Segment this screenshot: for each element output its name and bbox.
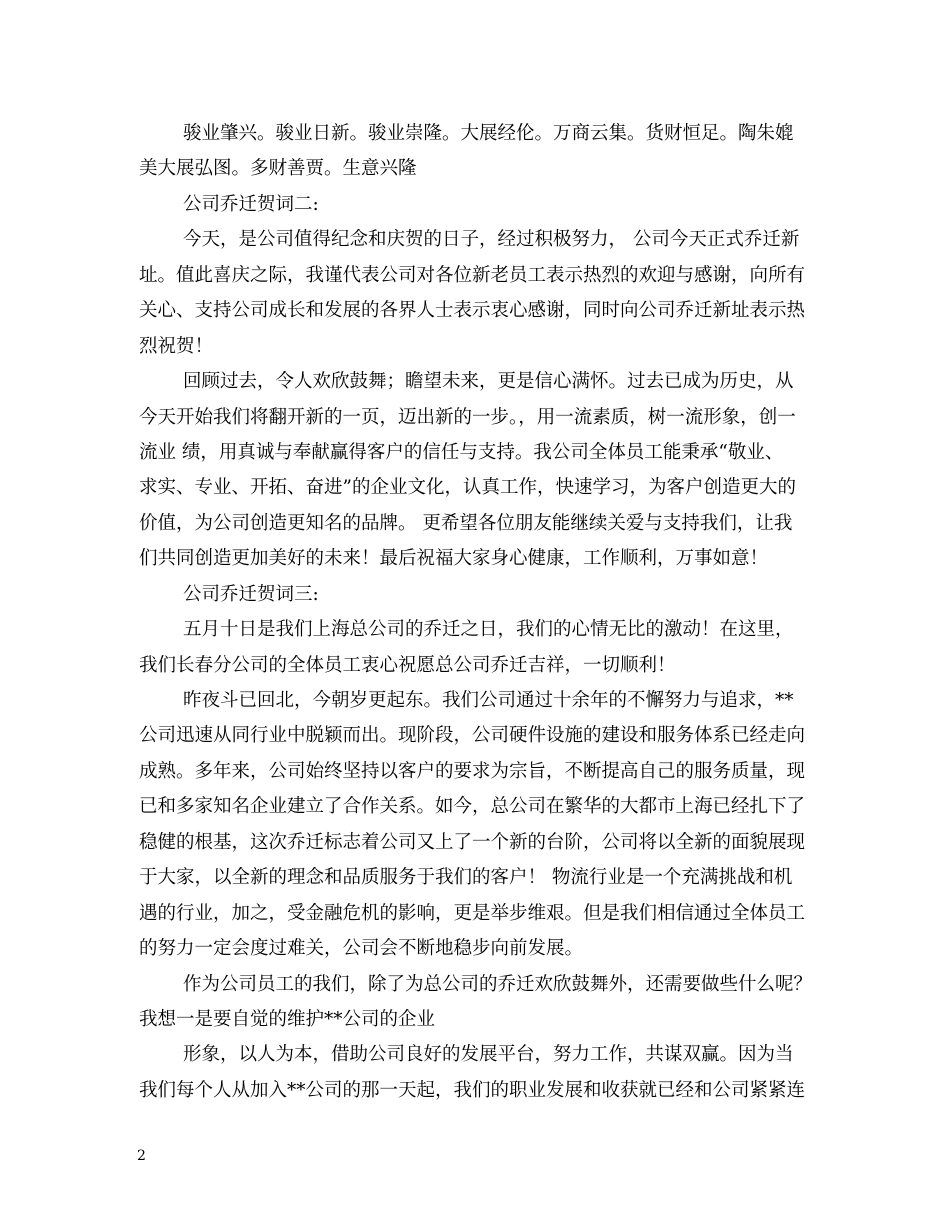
text-line: 的努力一定会度过难关，公司会不断地稳步向前发展。 xyxy=(139,938,584,960)
text-line: 公司迅速从同行业中脱颖而出。现阶段，公司硬件设施的建设和服务体系已经走向 xyxy=(139,725,806,747)
text-line: 公司乔迁贺词三: xyxy=(183,583,319,605)
text-line: 关心、支持公司成长和发展的各界人士表示衷心感谢，同时向公司乔迁新址表示热 xyxy=(139,300,806,322)
text-line: 我们长春分公司的全体员工衷心祝愿总公司乔迁吉祥，一切顺利！ xyxy=(139,654,676,676)
text-line: 今天，是公司值得纪念和庆贺的日子，经过积极努力， 公司今天正式乔迁新 xyxy=(183,229,800,251)
text-line: 烈祝贺！ xyxy=(139,335,214,357)
text-line: 作为公司员工的我们，除了为总公司的乔迁欢欣鼓舞外，还需要做些什么呢？ xyxy=(183,973,813,995)
text-line: 们共同创造更加美好的未来！最后祝福大家身心健康，工作顺利，万事如意！ xyxy=(139,548,769,570)
text-line: 求实、专业、开拓、奋进”的企业文化，认真工作，快速学习，为客户创造更大的 xyxy=(139,477,796,499)
text-line: 稳健的根基，这次乔迁标志着公司又上了一个新的台阶，公司将以全新的面貌展现 xyxy=(139,831,806,853)
text-line: 成熟。多年来，公司始终坚持以客户的要求为宗旨，不断提高自己的服务质量，现 xyxy=(139,760,806,782)
text-line: 昨夜斗已回北，今朝岁更起东。我们公司通过十余年的不懈努力与追求，** xyxy=(183,690,794,711)
text-line: 我们每个人从加入**公司的那一天起，我们的职业发展和收获就已经和公司紧紧连 xyxy=(139,1079,806,1101)
text-line: 回顾过去，令人欢欣鼓舞；瞻望未来，更是信心满怀。过去已成为历史，从 xyxy=(183,371,794,393)
text-line: 于大家，以全新的理念和品质服务于我们的客户！ 物流行业是一个充满挑战和机 xyxy=(139,867,793,889)
text-line: 我想一是要自觉的维护**公司的企业 xyxy=(139,1008,436,1030)
text-line: 流业 绩，用真诚与奉献赢得客户的信任与支持。我公司全体员工能秉承“敬业、 xyxy=(139,441,784,463)
text-line: 今天开始我们将翻开新的一页，迈出新的一步。，用一流素质，树一流形象，创一 xyxy=(139,406,796,428)
text-line: 价值，为公司创造更知名的品牌。 更希望各位朋友能继续关爱与支持我们，让我 xyxy=(139,512,793,534)
text-line: 形象，以人为本，借助公司良好的发展平台，努力工作，共谋双赢。因为当 xyxy=(183,1044,794,1066)
text-line: 址。值此喜庆之际，我谨代表公司对各位新老员工表示热烈的欢迎与感谢，向所有 xyxy=(139,264,806,286)
text-line: 美大展弘图。多财善贾。生意兴隆 xyxy=(139,158,417,180)
text-line: 已和多家知名企业建立了合作关系。如今，总公司在繁华的大都市上海已经扎下了 xyxy=(139,796,806,818)
page-number: 2 xyxy=(137,1148,146,1164)
text-line: 遇的行业，加之，受金融危机的影响，更是举步维艰。但是我们相信通过全体员工 xyxy=(139,902,806,924)
text-line: 公司乔迁贺词二: xyxy=(183,193,319,215)
text-line: 五月十日是我们上海总公司的乔迁之日，我们的心情无比的激动！在这里， xyxy=(183,619,794,641)
text-line: 骏业肇兴。骏业日新。骏业崇隆。大展经伦。万商云集。货财恒足。陶朱媲 xyxy=(183,123,794,144)
document-body xyxy=(139,116,829,1108)
